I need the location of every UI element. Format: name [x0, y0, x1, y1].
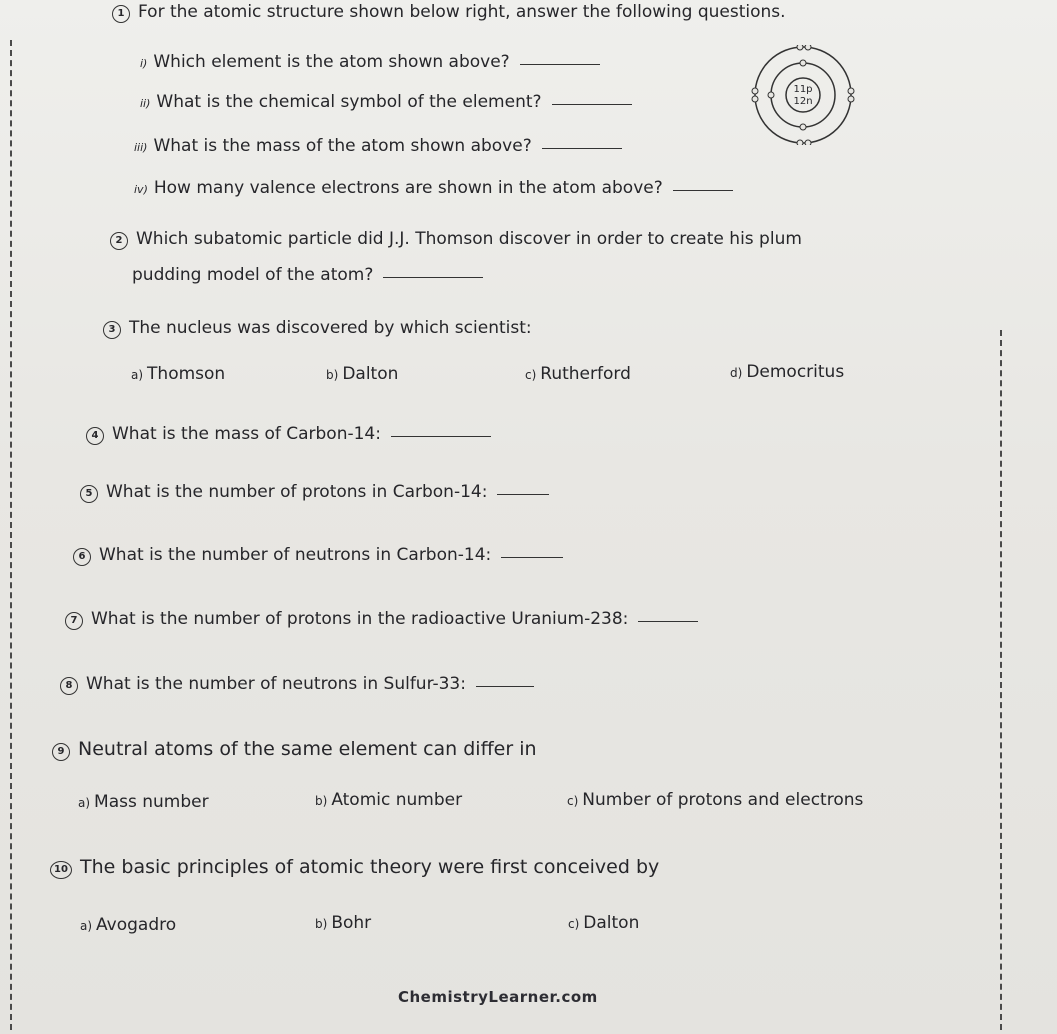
electron [797, 45, 803, 50]
answer-blank[interactable] [391, 435, 491, 437]
question-8: 8 What is the number of neutrons in Sulfur-33: [60, 674, 534, 695]
electron [848, 88, 854, 94]
electron [800, 60, 806, 66]
option-9c[interactable]: c) Number of protons and electrons [567, 790, 864, 810]
question-3: 3 The nucleus was discovered by which scientist: [103, 318, 532, 339]
protons-label: 11p [793, 84, 813, 95]
question-1-i: i) Which element is the atom shown above? [140, 52, 600, 72]
answer-blank[interactable] [520, 63, 600, 65]
question-2-line2: pudding model of the atom? [132, 265, 483, 285]
question-10: 10 The basic principles of atomic theory were first conceived by [50, 856, 659, 879]
answer-blank[interactable] [476, 685, 534, 687]
atom-diagram [745, 45, 865, 145]
option-3c[interactable]: c) Rutherford [525, 364, 631, 384]
question-1 [112, 2, 786, 23]
option-10b[interactable]: b) Bohr [315, 913, 372, 933]
electron [800, 124, 806, 130]
question-1-ii: ii) What is the chemical symbol of the element? [140, 92, 632, 112]
option-10c[interactable]: c) Dalton [568, 913, 640, 933]
question-2: 2 Which subatomic particle did J.J. Thomson discover in order to create his plum [110, 229, 802, 250]
option-9b[interactable]: b) Atomic number [315, 790, 463, 810]
question-1-iii: iii) What is the mass of the atom shown above? [134, 136, 622, 156]
electron [805, 140, 811, 145]
question-1-iv: iv) How many valence electrons are shown in the atom above? [134, 178, 733, 198]
question-6: 6 What is the number of neutrons in Carbon-14: [73, 545, 563, 566]
answer-blank[interactable] [497, 493, 549, 495]
electron [797, 140, 803, 145]
footer-credit: ChemistryLearner.com [398, 988, 598, 1006]
electron [768, 92, 774, 98]
question-5: 5 What is the number of protons in Carbon-14: [80, 482, 549, 503]
option-3d[interactable]: d) Democritus [730, 362, 845, 382]
answer-blank[interactable] [638, 620, 698, 622]
answer-blank[interactable] [552, 103, 632, 105]
option-9a[interactable]: a) Mass number [78, 792, 209, 812]
electron [752, 88, 758, 94]
answer-blank[interactable] [673, 189, 733, 191]
answer-blank[interactable] [542, 147, 622, 149]
option-3a[interactable]: a) Thomson [131, 364, 226, 384]
cut-line-left [10, 40, 12, 1030]
question-4: 4 What is the mass of Carbon-14: [86, 424, 491, 445]
electron [752, 96, 758, 102]
electron [805, 45, 811, 50]
middle-shell [771, 63, 835, 127]
question-text: For the atomic structure shown below right, answer the following questions. [138, 2, 786, 22]
question-9: 9 Neutral atoms of the same element can differ in [52, 738, 537, 761]
option-10a[interactable]: a) Avogadro [80, 915, 177, 935]
question-7: 7 What is the number of protons in the radioactive Uranium-238: [65, 609, 698, 630]
electron [848, 96, 854, 102]
answer-blank[interactable] [501, 556, 563, 558]
answer-blank[interactable] [383, 276, 483, 278]
cut-line-right [1000, 330, 1002, 1030]
option-3b[interactable]: b) Dalton [326, 364, 399, 384]
question-number: 1 [112, 5, 130, 23]
neutrons-label: 12n [793, 96, 813, 107]
